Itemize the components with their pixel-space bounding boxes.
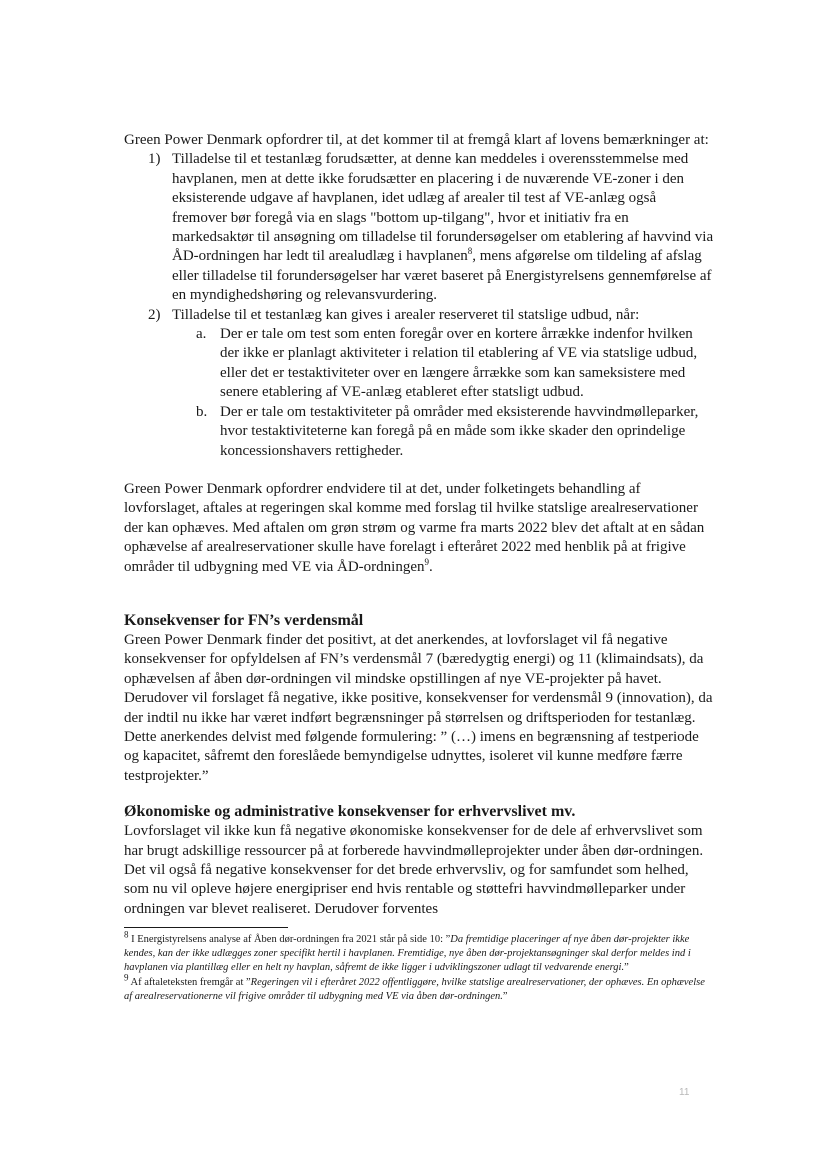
section-paragraph: Lovforslaget vil ikke kun få negative økonomiske konsekvenser for de dele af erhvervslivet som har brugt adskillige ressourcer på at forberede havvindmølleprojekter under åben dør-ordningen. Det vil også få negative konsekvenser for det brede erhvervsliv, og for samfundet som helhed, som nu vil opleve højere energipriser end hvis rentable og støttefri havvindmølleparker under ordningen var blevet realiseret. Derudover forventes: [124, 823, 704, 917]
intro-paragraph: Green Power Denmark opfordrer til, at det kommer til at fremgå klart af lovens bemærkninger at:: [124, 132, 709, 148]
sub-list-text: Der er tale om test som enten foregår over en kortere årrække indenfor hvilken der ikke er planlagt aktiviteter i relation til etablering af VE via statslige udbud, eller det er testaktiviteter over en længere årrække som kan sameksistere med senere etablering af VE-anlæg etableret efter statsligt udbud.: [220, 326, 698, 401]
sub-list-item: [172, 403, 714, 461]
footnote-ref: 9: [424, 556, 429, 567]
list-item-text: Tilladelse til et testanlæg kan gives i arealer reserveret til statslige udbud, når:: [172, 306, 640, 323]
paragraph: Green Power Denmark opfordrer endvidere til at det, under folketingets behandling af lovforslaget, aftales at regeringen skal komme med forslag til hvilke statslige arealreservationer der kan ophæves. Med aftalen om grøn strøm og varme fra marts 2022 blev det aftalt at en sådan ophævelse af arealreservationer skulle have forelagt i efteråret 2022 med henblik på at frigive områder til udbygning med VE via ÅD-ordningen$^9$.: [124, 480, 705, 575]
list-item-text: Tilladelse til et testanlæg forudsætter, at denne kan meddeles i overensstemmelse med havplanen, men at dette ikke forudsætter en placering i de nuværende VE-zoner i den eksisterende udgave af havplanen, idet udlæg af arealer til test af VE-anlæg også fremover bør foregå via en slags "bottom up-tilgang", hvor et initiativ fra en markedsaktør til ansøgning om tilladelse til forundersøgelser om etablering af havvind via ÅD-ordningen har ledt til arealudlæg i havplanen: [172, 151, 714, 265]
section-heading: Konsekvenser for FN’s verdensmål: [124, 611, 364, 629]
sub-list: [172, 325, 714, 461]
sub-list-item: [172, 325, 714, 403]
footnote-divider: [124, 927, 288, 928]
page-number: 11: [679, 1087, 690, 1098]
section-paragraph: Green Power Denmark finder det positivt, at det anerkendes, at lovforslaget vil få negative konsekvenser for opfyldelsen af FN’s verdensmål 7 (bæredygtig energi) og 11 (klimaindsats), da ophævelsen af åben dør-ordningen vil mindske opstillingen af nye VE-projekter på havet. Derudover vil forslaget få negative, ikke positive, konsekvenser for verdensmål 9 (innovation), da der indtil nu ikke har været indført begrænsninger på størrelsen og driftsperioden for testanlæg. Dette anerkendes delvist med følgende formulering: ” (…) imens en begrænsning af testperiode og kapacitet, såfremt den foreslåede bemyndigelse udnyttes, isoleret vil kunne medføre færre testprojekter.”: [124, 631, 713, 784]
footnote-number: 9: [124, 972, 129, 983]
sub-list-letter: b.: [196, 403, 208, 420]
sub-list-text: Der er tale om testaktiviteter på områder med eksisterende havvindmølleparker, hvor testaktiviteterne kan foregå på en måde som ikke skader den oprindelige koncessionshavers rettigheder.: [220, 403, 699, 459]
document-body: [124, 131, 714, 1005]
list-number: 1): [148, 151, 161, 168]
footnote: $^9$ Af aftaleteksten fremgår at ”Regeringen vil i efteråret 2022 offentliggøre, hvilke statslige arealreservationer, der ophæves. En ophævelse af arealreservationerne vil frigive områder til udbygning med VE via åben dør-ordningen.”: [124, 972, 705, 1003]
recommendation-list: [124, 150, 714, 461]
list-item-text-end: , mens afgørelse om tildeling af afslag eller tilladelse til forundersøgelser har været baseret på Energistyrelsens gennemførelse af en myndighedshøring og relevansvurdering.: [172, 248, 712, 304]
list-item: [124, 150, 714, 305]
list-number: 2): [148, 306, 161, 323]
footnote: $^8$ I Energistyrelsens analyse af Åben dør-ordningen fra 2021 står på side 10: ”Da fremtidige placeringer af nye åben dør-projekter ikke kendes, kan der ikke udlægges zoner specifikt hertil i havplanen. Fremtidige, nye åben dør-projektansøgninger skal derfor meldes ind i havplanen via plantillæg eller en helt ny havplan, såfremt de ikke ligger i udviklingszoner udlagt til vedvarende energi.”: [124, 929, 691, 974]
list-item: [124, 306, 714, 461]
section-heading: Økonomiske og administrative konsekvenser for erhvervslivet mv.: [124, 803, 576, 821]
footnote-ref: 8: [467, 246, 473, 257]
footnote-number: 8: [124, 929, 129, 940]
sub-list-letter: a.: [196, 326, 207, 343]
